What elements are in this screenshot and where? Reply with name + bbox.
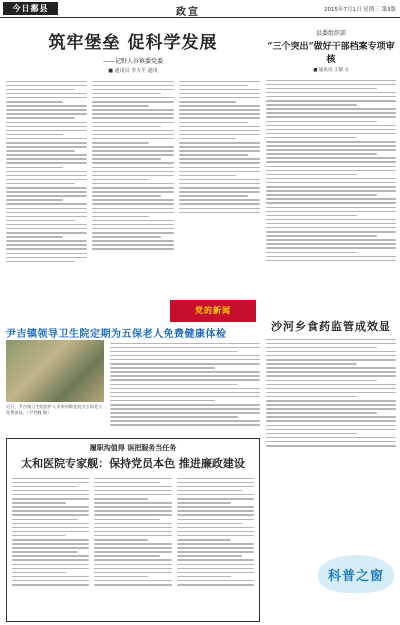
food-drug-article-body xyxy=(266,336,396,449)
party-news-banner: 党的新闻 xyxy=(170,300,256,322)
right-article xyxy=(266,20,396,264)
bottom-column-1 xyxy=(12,475,89,588)
checkup-photo xyxy=(6,340,104,402)
checkup-article-body xyxy=(110,340,260,429)
bottom-article-body xyxy=(7,471,259,592)
bottom-article xyxy=(6,438,260,622)
checkup-text xyxy=(110,340,260,429)
photo-caption: 近日，尹吉镇卫生院医护人员来到敬老院为五保老人免费体检。（尹世峰 摄） xyxy=(6,404,103,415)
body-column-1 xyxy=(6,78,87,265)
body-column-2 xyxy=(92,78,173,265)
bottom-column-2 xyxy=(94,475,171,588)
right-byline: ■ 通讯员 王郁 文 xyxy=(313,68,349,73)
body-column-3 xyxy=(179,78,260,265)
date-line: 2015年7月1日 星期三 第3版 xyxy=(324,7,396,13)
page-header xyxy=(0,0,400,18)
newspaper-logo: 今日鄱县 xyxy=(3,2,58,15)
main-reporters: ■ 通讯员 李大平 通讯 xyxy=(108,68,158,74)
bottom-column-3 xyxy=(177,475,254,588)
science-corner-text: 科普之窗 xyxy=(327,568,384,584)
right-headline: “三个突出”做好干部档案专项审核 xyxy=(267,42,395,65)
food-drug-headline: 沙河乡食药监管成效显 xyxy=(271,320,391,333)
right-kicker: 县委组织部 xyxy=(315,30,346,37)
main-byline: ——记野人谷镇委党委 xyxy=(102,58,163,65)
food-drug-text xyxy=(266,336,396,449)
bottom-headline: 太和医院专家舰：保持党员本色 推进廉政建设 xyxy=(21,457,245,470)
main-article-body xyxy=(6,78,260,265)
bottom-kicker: 履职沟值得 误把服务当任务 xyxy=(89,444,177,452)
health-checkup-headline: 尹吉镇领导卫生院定期为五保老人免费健康体检 xyxy=(6,329,227,340)
right-article-body xyxy=(266,77,396,264)
section-name: 政宣 xyxy=(176,7,200,18)
main-headline: 筑牢堡垒 促科学发展 xyxy=(48,33,218,53)
main-article xyxy=(6,20,260,265)
science-corner-logo xyxy=(318,555,394,593)
